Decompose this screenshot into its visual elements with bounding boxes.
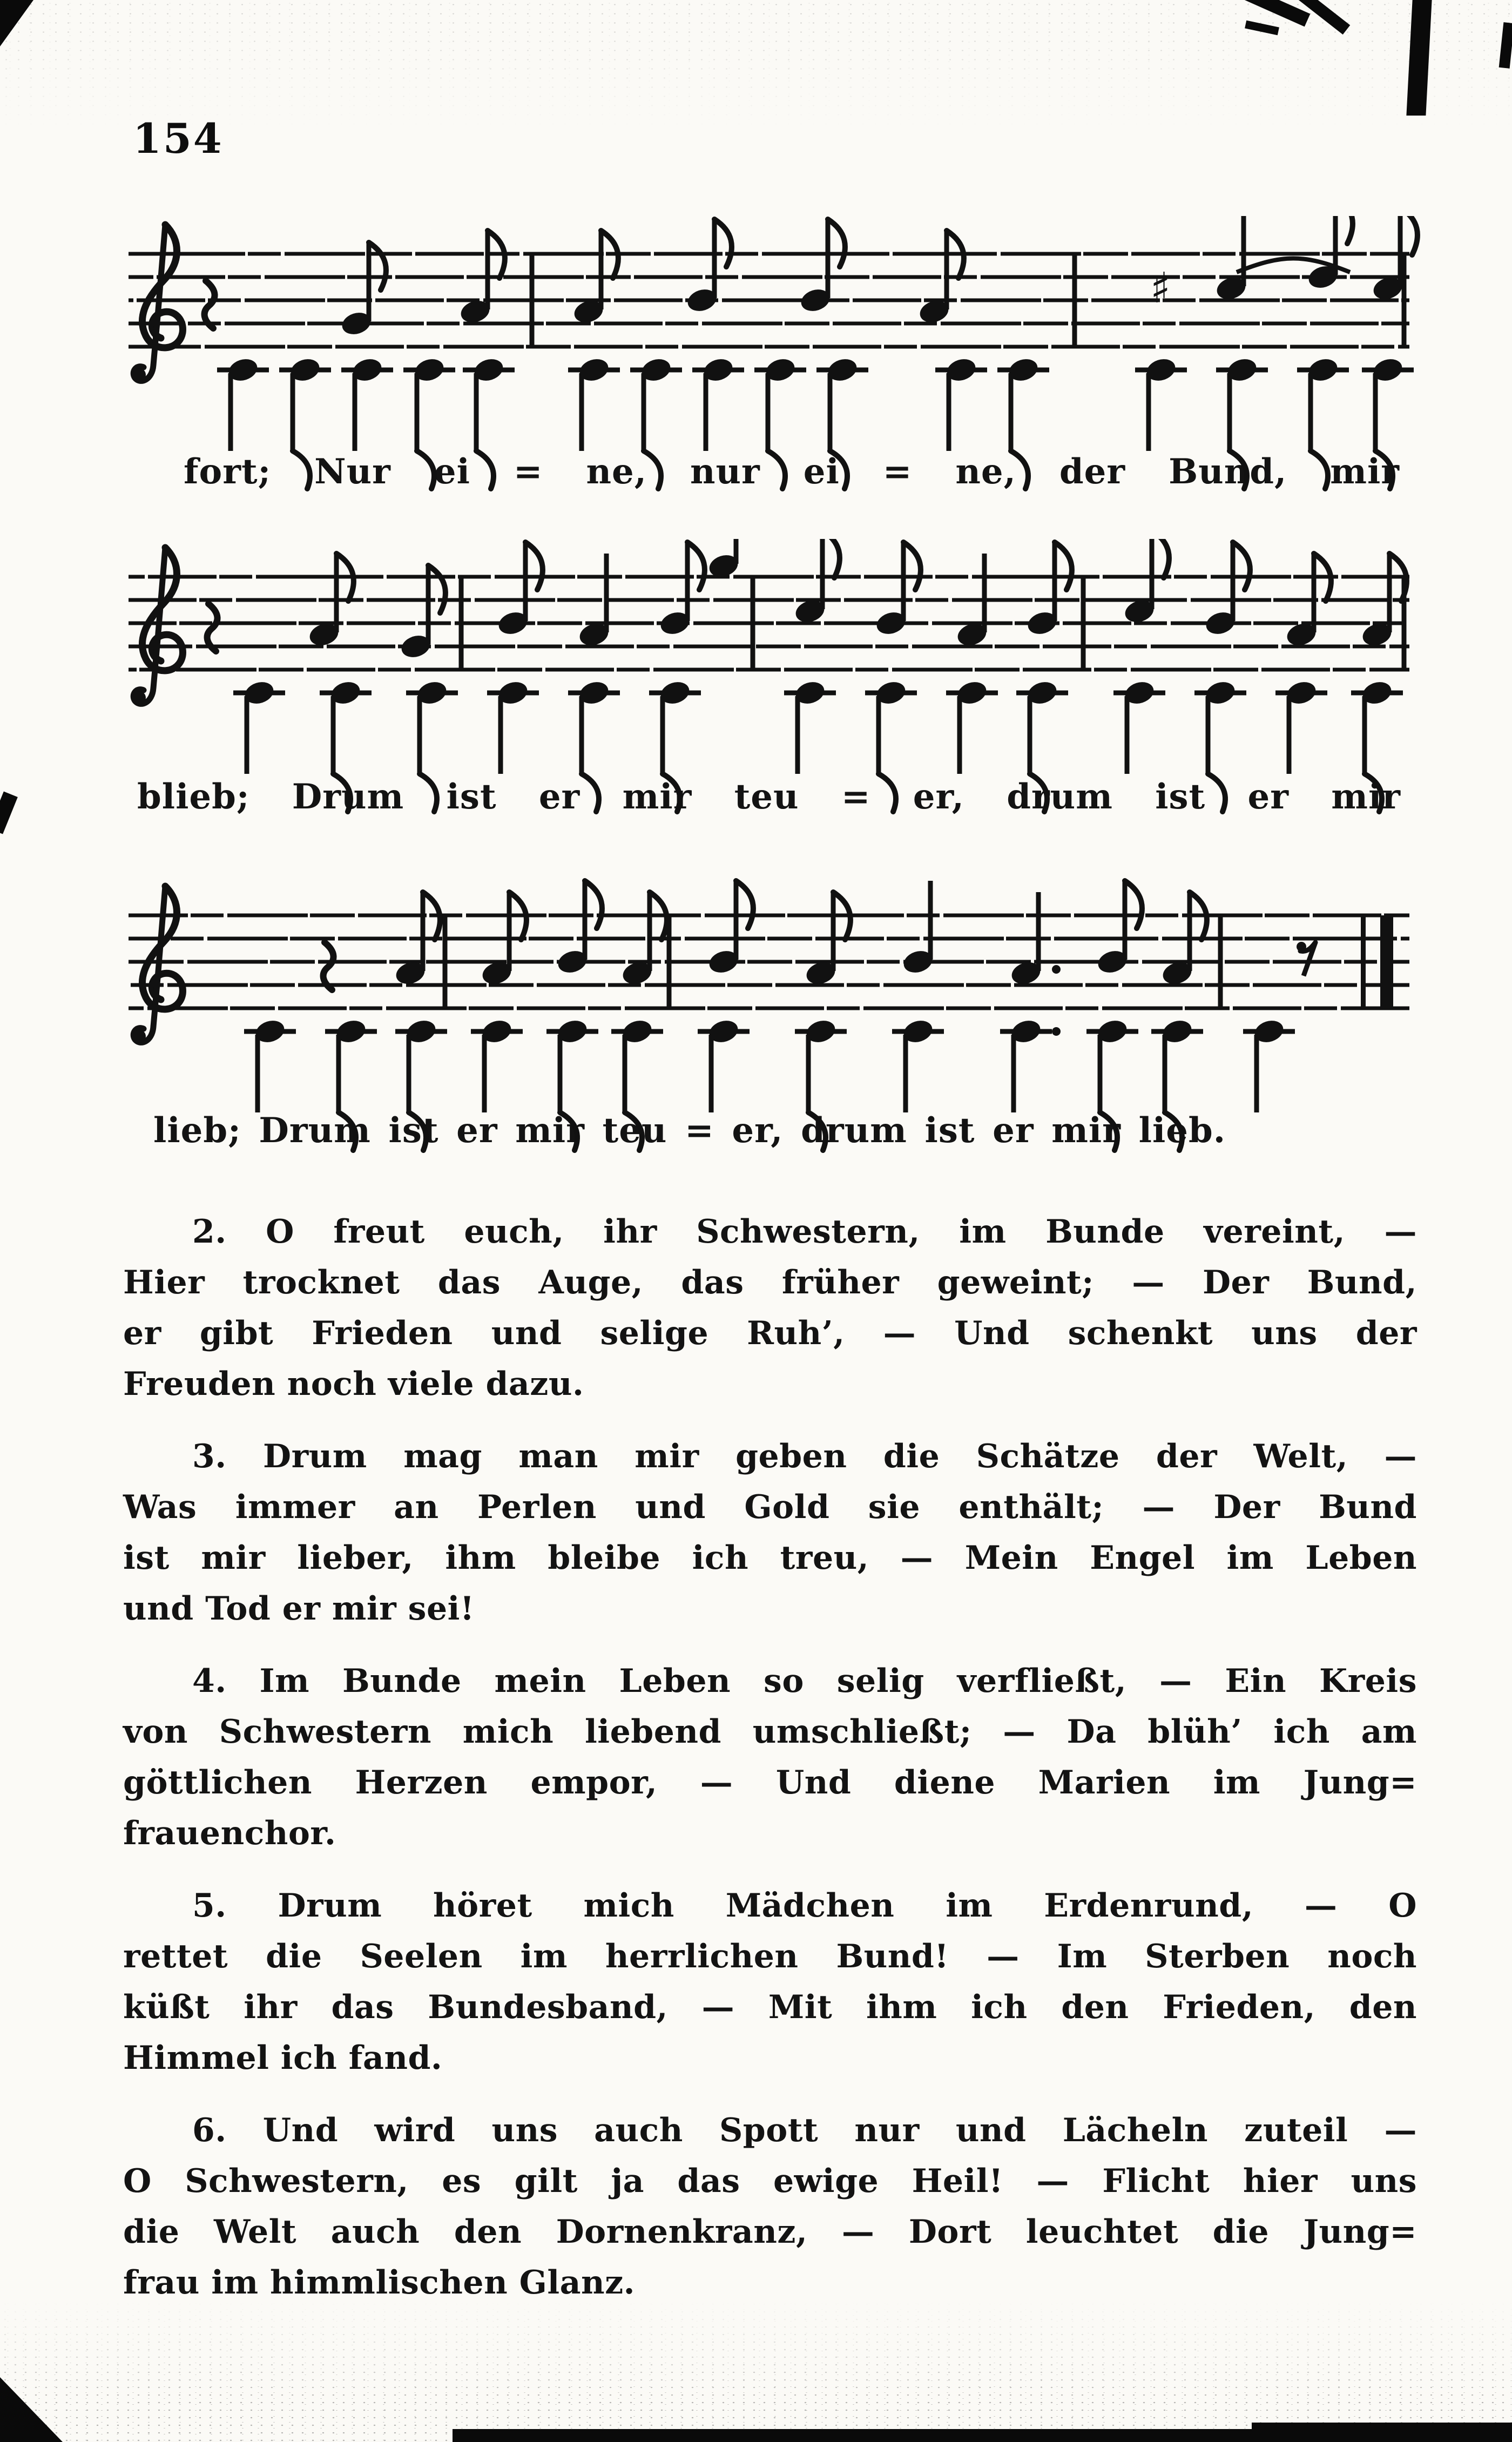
verse-line: küßt ihr das Bundesband, — Mit ihm ich den Frieden, den — [123, 1988, 1417, 2026]
treble-clef-icon — [133, 548, 183, 704]
lyric-line-1: fort; Nur ei = ne, nur ei = ne, der Bund, mir — [184, 451, 1400, 492]
lyric-line-3: lieb; Drum ist er mir teu = er, drum ist er mir lieb. — [153, 1110, 1226, 1151]
verse-line: frau im himmlischen Glanz. — [123, 2264, 636, 2302]
scan-artifact-right-edge-spot — [1499, 22, 1512, 69]
svg-text:♯: ♯ — [1150, 264, 1171, 313]
verse-line: 3. Drum mag man mir geben die Schätze der Welt, — — [192, 1438, 1417, 1475]
page-number: 154 — [133, 114, 224, 163]
verse-line: von Schwestern mich liebend umschließt; — Da blüh’ ich am — [123, 1713, 1417, 1751]
verse-line: 4. Im Bunde mein Leben so selig verfließt, — Ein Kreis — [192, 1662, 1417, 1700]
verse — [123, 1656, 1417, 1859]
verse-line: Freuden noch viele dazu. — [123, 1365, 584, 1403]
scan-artifact-corner-top-left — [0, 0, 33, 46]
verse-line: rettet die Seelen im herrlichen Bund! — Im Sterben noch — [123, 1938, 1417, 1975]
scan-artifact-bottom-bar-thick — [1252, 2423, 1512, 2442]
system-3 — [113, 878, 1431, 1158]
verse-line: er gibt Frieden und selige Ruh’, — Und schenkt uns der — [123, 1314, 1417, 1352]
scan-artifact-left-slash — [0, 791, 18, 834]
verse-line: ist mir lieber, ihm bleibe ich treu, — Mein Engel im Leben — [123, 1539, 1417, 1577]
verse — [123, 1431, 1417, 1634]
verse-block — [123, 1206, 1417, 2330]
verse-line: Himmel ich fand. — [123, 2039, 443, 2077]
scan-artifact-streak — [1245, 21, 1279, 36]
verse-line: 2. O freut euch, ihr Schwestern, im Bunde vereint, — — [192, 1213, 1417, 1251]
verse — [123, 1880, 1417, 2083]
verse-line: göttlichen Herzen empor, — Und diene Marien im Jung= — [123, 1764, 1417, 1802]
verse — [123, 2105, 1417, 2308]
verse-line: die Welt auch den Dornenkranz, — Dort leuchtet die Jung= — [123, 2213, 1417, 2251]
treble-clef-icon — [133, 225, 183, 381]
scan-artifact-corner-bottom-left — [0, 2377, 63, 2442]
verse-line: Was immer an Perlen und Gold sie enthält; — Der Bund — [123, 1488, 1417, 1526]
verse-line: 5. Drum höret mich Mädchen im Erdenrund, — O — [192, 1887, 1417, 1925]
verse-line: und Tod er mir sei! — [123, 1590, 475, 1628]
scan-artifact-streak — [1226, 0, 1311, 26]
verse — [123, 1206, 1417, 1409]
scan-noise-top — [0, 0, 1512, 130]
verse-line: 6. Und wird uns auch Spott nur und Lächeln zuteil — — [192, 2112, 1417, 2149]
verse-line: O Schwestern, es gilt ja das ewige Heil! — Flicht hier uns — [123, 2162, 1417, 2200]
scan-artifact-right-edge-bar — [1406, 0, 1432, 116]
treble-clef-icon — [133, 886, 183, 1043]
verse-line: Hier trocknet das Auge, das früher geweint; — Der Bund, — [123, 1264, 1417, 1301]
lyric-line-2: blieb; Drum ist er mir teu = er, drum ist er mir — [137, 777, 1401, 817]
verse-line: frauenchor. — [123, 1814, 336, 1852]
system-1 — [113, 216, 1431, 497]
system-2 — [113, 539, 1431, 820]
